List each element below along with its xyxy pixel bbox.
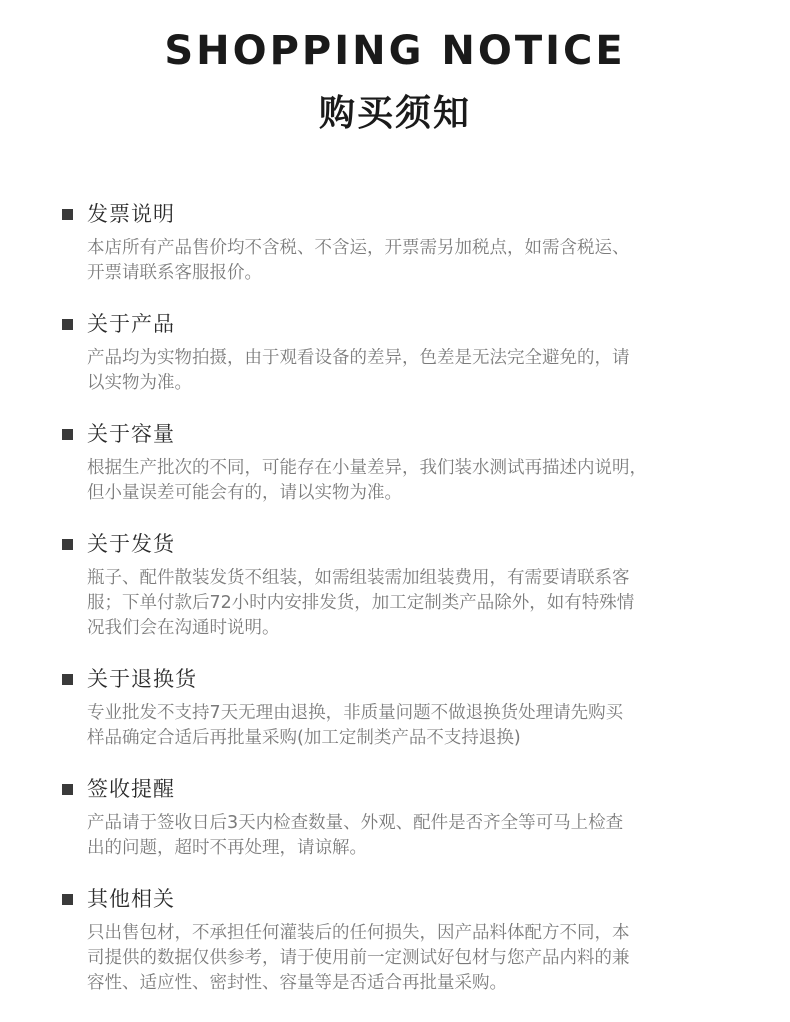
square-bullet-icon — [62, 894, 73, 905]
section-heading: 签收提醒 — [87, 777, 175, 801]
section-shipping — [62, 528, 742, 641]
body-line: 服；下单付款后72小时内安排发货，加工定制类产品除外，如有特殊情 — [87, 593, 635, 613]
section-body — [87, 236, 737, 286]
section-returns — [62, 663, 742, 751]
body-line: 样品确定合适后再批量采购(加工定制类产品不支持退换) — [87, 728, 521, 748]
section-heading: 关于容量 — [87, 422, 175, 446]
body-line: 容性、适应性、密封性、容量等是否适合再批量采购。 — [87, 973, 507, 993]
section-header — [62, 883, 742, 915]
section-body — [87, 566, 737, 641]
section-header — [62, 418, 742, 450]
body-line: 况我们会在沟通时说明。 — [87, 618, 280, 638]
body-line: 司提供的数据仅供参考，请于使用前一定测试好包材与您产品内料的兼 — [87, 948, 630, 968]
body-line: 根据生产批次的不同，可能存在小量差异，我们装水测试再描述内说明， — [87, 458, 647, 478]
square-bullet-icon — [62, 784, 73, 795]
page-title-chinese: 购买须知 — [318, 93, 471, 134]
body-line: 出的问题，超时不再处理，请谅解。 — [87, 838, 367, 858]
section-body — [87, 811, 737, 861]
body-line: 产品均为实物拍摄，由于观看设备的差异，色差是无法完全避免的，请 — [87, 348, 630, 368]
section-heading: 关于产品 — [87, 312, 175, 336]
section-other — [62, 883, 742, 996]
section-heading: 其他相关 — [87, 887, 175, 911]
square-bullet-icon — [62, 319, 73, 330]
section-product — [62, 308, 742, 396]
body-line: 只出售包材，不承担任何灌装后的任何损失，因产品料体配方不同，本 — [87, 923, 630, 943]
body-line: 开票请联系客服报价。 — [87, 263, 262, 283]
section-body — [87, 456, 737, 506]
section-invoice — [62, 198, 742, 286]
square-bullet-icon — [62, 539, 73, 550]
square-bullet-icon — [62, 674, 73, 685]
notice-header — [0, 28, 790, 136]
body-line: 产品请于签收日后3天内检查数量、外观、配件是否齐全等可马上检查 — [87, 813, 624, 833]
body-line: 本店所有产品售价均不含税、不含运，开票需另加税点，如需含税运、 — [87, 238, 630, 258]
section-header — [62, 198, 742, 230]
square-bullet-icon — [62, 429, 73, 440]
section-header — [62, 773, 742, 805]
page-title-english: SHOPPING NOTICE — [164, 28, 626, 74]
section-header — [62, 663, 742, 695]
section-receipt — [62, 773, 742, 861]
section-body — [87, 921, 737, 996]
section-heading: 关于退换货 — [87, 667, 197, 691]
section-capacity — [62, 418, 742, 506]
section-header — [62, 528, 742, 560]
section-heading: 关于发货 — [87, 532, 175, 556]
section-heading: 发票说明 — [87, 202, 175, 226]
body-line: 但小量误差可能会有的，请以实物为准。 — [87, 483, 402, 503]
section-body — [87, 701, 737, 751]
section-header — [62, 308, 742, 340]
body-line: 专业批发不支持7天无理由退换，非质量问题不做退换货处理请先购买 — [87, 703, 624, 723]
body-line: 以实物为准。 — [87, 373, 192, 393]
notice-sections — [62, 198, 742, 1018]
square-bullet-icon — [62, 209, 73, 220]
body-line: 瓶子、配件散装发货不组装，如需组装需加组装费用，有需要请联系客 — [87, 568, 630, 588]
section-body — [87, 346, 737, 396]
